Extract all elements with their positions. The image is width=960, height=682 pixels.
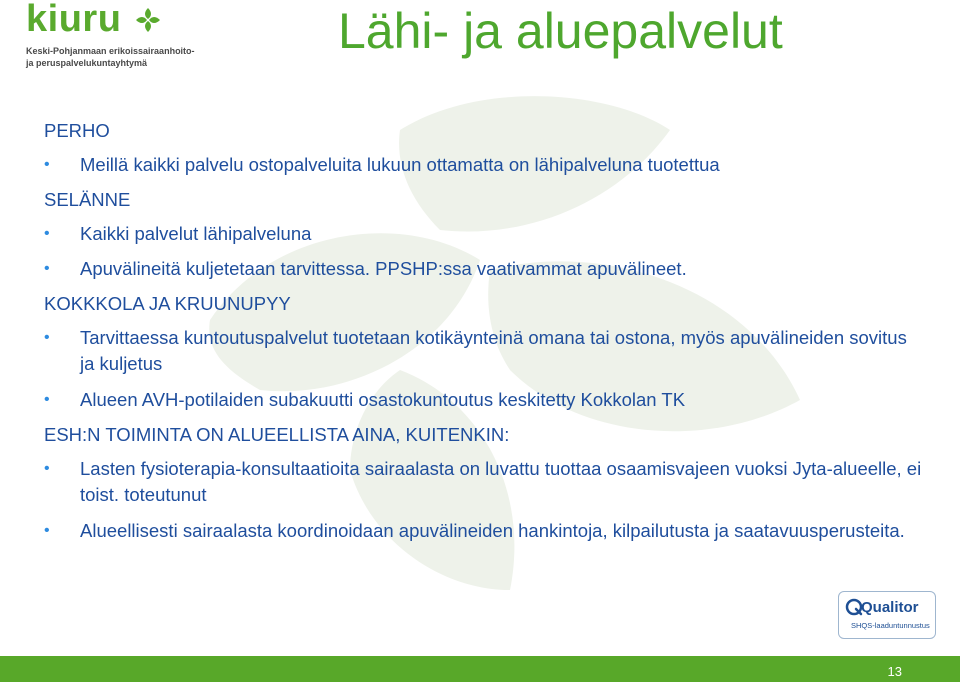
logo-line-1: Keski-Pohjanmaan erikoissairaanhoito-	[26, 46, 195, 56]
bullet-text: Tarvittaessa kuntoutuspalvelut tuotetaan kotikäynteinä omana tai ostona, myös apuvälineiden sovitus ja kuljetus	[80, 327, 907, 374]
bullet-item	[44, 387, 924, 413]
bullet-dot-icon: •	[44, 460, 50, 477]
qualitor-subtitle: SHQS-laaduntunnustus	[851, 621, 930, 630]
section-heading-selanne: SELÄNNE	[44, 189, 131, 210]
bullet-item	[44, 456, 924, 508]
bullet-dot-icon: •	[44, 522, 50, 539]
qualitor-badge	[838, 591, 936, 639]
bullet-dot-icon: •	[44, 225, 50, 242]
bullet-text: Lasten fysioterapia-konsultaatioita sairaalasta on luvattu tuottaa osaamisvajeen vuoksi Jyta-alueelle, ei toist. toteutunut	[80, 458, 922, 505]
bullet-item	[44, 518, 924, 544]
slide-content	[44, 118, 924, 554]
bullet-text: Alueellisesti sairaalasta koordinoidaan apuvälineiden hankintoja, kilpailutusta ja saatavuusperusteita.	[80, 520, 905, 541]
logo-line-2: ja peruspalvelukuntayhtymä	[26, 58, 148, 68]
qualitor-wordmark: Qualitor	[861, 599, 919, 616]
kiuru-logo	[24, 0, 204, 74]
bullet-text: Alueen AVH-potilaiden subakuutti osastokuntoutus keskitetty Kokkolan TK	[80, 389, 686, 410]
bullet-dot-icon: •	[44, 391, 50, 408]
page-title: Lähi- ja aluepalvelut	[338, 3, 783, 59]
section-heading-kokkola: KOKKKOLA JA KRUUNUPYY	[44, 293, 291, 314]
bullet-text: Apuvälineitä kuljetetaan tarvittessa. PPSHP:ssa vaativammat apuvälineet.	[80, 258, 687, 279]
bullet-item	[44, 152, 924, 178]
flower-icon	[134, 6, 162, 34]
bullet-text: Kaikki palvelut lähipalveluna	[80, 223, 312, 244]
bullet-item	[44, 221, 924, 247]
section-heading-esh: ESH:N TOIMINTA ON ALUEELLISTA AINA, KUITENKIN:	[44, 424, 510, 445]
bullet-dot-icon: •	[44, 329, 50, 346]
logo-wordmark: kiuru	[26, 0, 122, 40]
section-heading-perho: PERHO	[44, 120, 110, 141]
footer-bar	[0, 656, 960, 682]
bullet-item	[44, 256, 924, 282]
bullet-dot-icon: •	[44, 156, 50, 173]
bullet-text: Meillä kaikki palvelu ostopalveluita lukuun ottamatta on lähipalveluna tuotettua	[80, 154, 720, 175]
bullet-item	[44, 325, 924, 377]
page-number: 13	[887, 664, 902, 679]
bullet-dot-icon: •	[44, 260, 50, 277]
